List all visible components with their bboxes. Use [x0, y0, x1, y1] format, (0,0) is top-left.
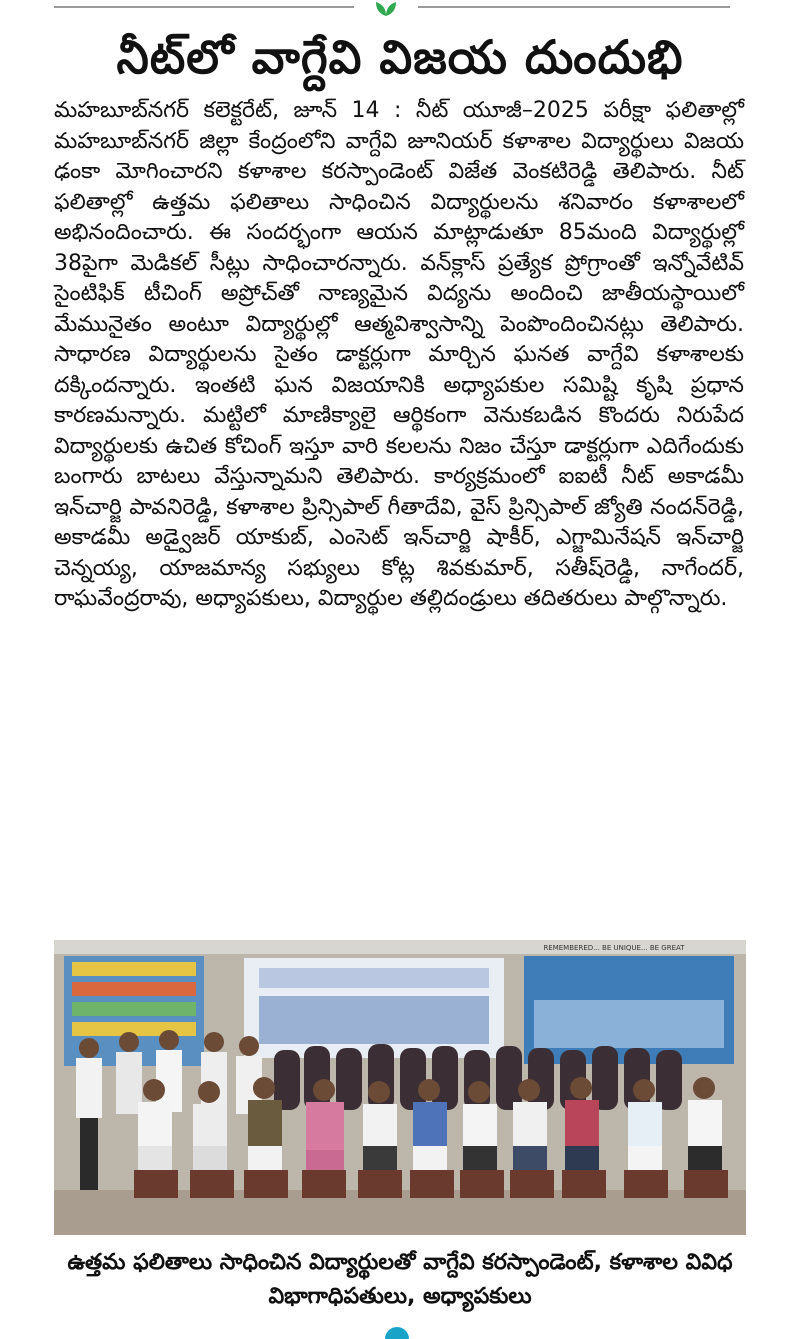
photo-caption: ఉత్తమ ఫలితాలు సాధించిన విద్యార్థులతో వాగ్దేవి కరస్పాండెంట్, కళాశాల వివిధ విభాగాధిపతులు, అధ్యాపకులు — [67, 1250, 733, 1309]
top-rule-left — [54, 6, 354, 8]
photo-banner-text: REMEMBERED... BE UNIQUE... BE GREAT — [543, 944, 685, 952]
article-body: మహబూబ్‌నగర్ కలెక్టరేట్, జూన్ 14 : నీట్ యూజీ–2025 పరీక్షా ఫలితాల్లో మహబూబ్‌నగర్ జిల్లా కేంద్రంలోని వాగ్దేవి జూనియర్ కళాశాల విద్యార్థులు విజయ ఢంకా మోగించారని కళాశాల కరస్పాండెంట్ విజేత వెంకటిరెడ్డి తెలిపారు. నీట్ ఫలితాల్లో ఉత్తమ ఫలితాలు సాధించిన విద్యార్థులను శనివారం కళాశాలలో అభినందించారు. ఈ సందర్భంగా ఆయన మాట్లాడుతూ 85మంది విద్యార్థుల్లో 38పైగా మెడికల్ సీట్లు సాధించారన్నారు. వన్‌క్లాస్ ప్రత్యేక ప్రోగ్రాంతో ఇన్నోవేటివ్ సైంటిఫిక్ టీచింగ్ అప్రోచ్‌తో నాణ్యమైన విద్యను అందించి జాతీయస్థాయిలో మేమునైతం అంటూ విద్యార్థుల్లో ఆత్మవిశ్వాసాన్ని పెంపొందించినట్లు తెలిపారు. సాధారణ విద్యార్థులను సైతం డాక్టర్లుగా మార్చిన ఘనత వాగ్దేవి కళాశాలకు దక్కిందన్నారు. ఇంతటి ఘన విజయానికి అధ్యాపకుల సమిష్టి కృషి ప్రధాన కారణమన్నారు. మట్టిలో మాణిక్యాలై ఆర్థికంగా వెనుకబడిన కొందరు నిరుపేద విద్యార్థులకు ఉచిత కోచింగ్ ఇస్తూ వారి కలలను నిజం చేస్తూ డాక్టర్లుగా ఎదిగేందుకు బంగారు బాటలు వేస్తున్నామని తెలిపారు. కార్యక్రమంలో ఐఐటీ నీట్ అకాడమీ ఇన్‌చార్జి పావనిరెడ్డి, కళాశాల ప్రిన్సిపాల్ గీతాదేవి, వైస్ ప్రిన్సిపాల్ జ్యోతి నందన్‌రెడ్డి, అకాడమీ అడ్వైజర్ యాకుబ్, ఎంసెట్ ఇన్‌చార్జి షాకీర్, ఎగ్జామినేషన్ ఇన్‌చార్జి చెన్నయ్య, యాజమాన్య సభ్యులు కోట్ల శివకుమార్, సతీష్‌రెడ్డి, నాగేందర్, రాఘవేంద్రరావు, అధ్యాపకులు, విద్యార్థుల తల్లిదండ్రులు తదితరులు పాల్గొన్నారు. — [54, 98, 744, 611]
top-rule-right — [418, 6, 730, 8]
article-headline: నీట్‌లో వాగ్దేవి విజయ దుందుభి — [116, 30, 684, 84]
dot-ornament-icon — [384, 1326, 410, 1339]
group-photo — [54, 940, 746, 1235]
leaf-ornament-icon — [368, 0, 404, 20]
